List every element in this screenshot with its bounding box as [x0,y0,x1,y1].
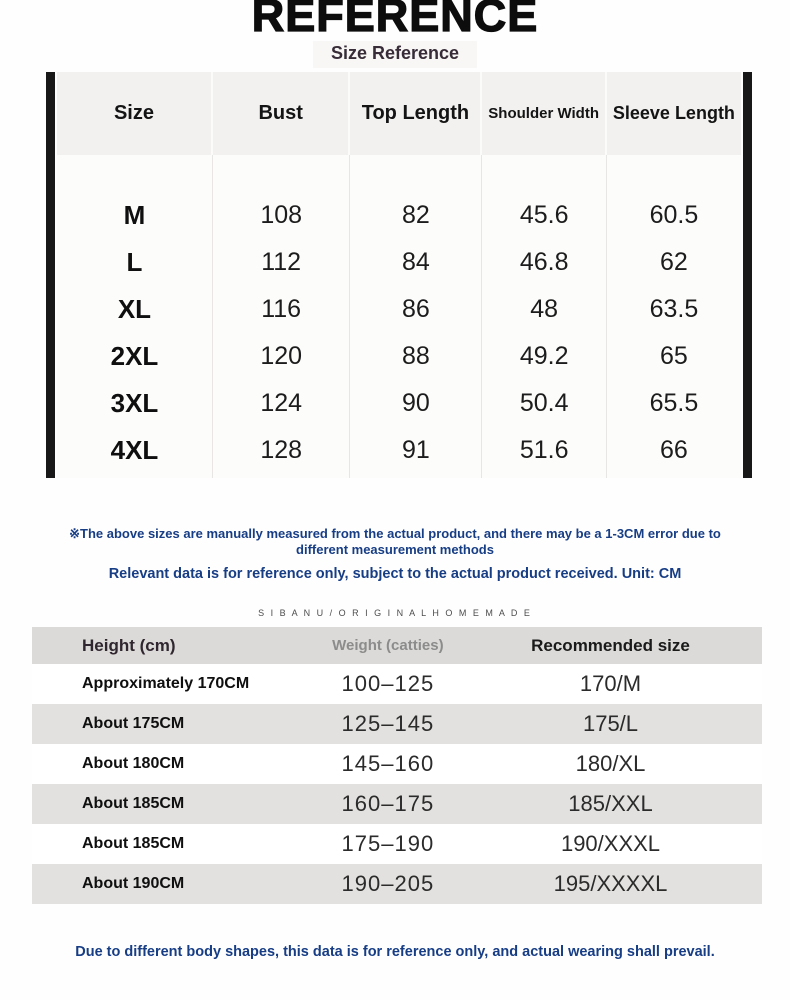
shoulder-width-value: 51.6 [519,436,569,465]
fit-table-row [32,704,762,744]
size-table-header-top-length: Top Length [350,72,482,155]
fit-table-row [32,864,762,904]
fit-height-value: About 190CM [82,875,185,893]
sleeve-length-value: 60.5 [649,201,699,230]
fit-table-row [32,784,762,824]
top-length-value: 88 [402,342,430,371]
top-length-value: 86 [402,295,430,324]
size-table-header-shoulder-width: Shoulder Width [482,72,606,155]
bust-value: 108 [260,201,303,230]
fit-table-row [32,824,762,864]
size-label: M [123,200,146,231]
size-column [57,155,213,478]
top-length-value: 84 [402,248,430,277]
fit-weight-value: 190–205 [341,871,435,897]
fit-weight-value: 125–145 [341,711,435,737]
right-black-bar [743,72,752,478]
sleeve-length-value: 62 [660,248,688,277]
top-length-column [350,155,482,478]
fit-table-row [32,664,762,704]
fit-height-value: Approximately 170CM [82,675,250,693]
fit-height-value: About 180CM [82,755,185,773]
size-label: 2XL [110,341,159,372]
fit-size-value: 190/XXXL [560,831,661,857]
size-table-header-size: Size [57,72,213,155]
shoulder-width-value: 48 [530,295,559,324]
bust-value: 120 [260,342,303,371]
shoulder-width-value: 45.6 [519,201,569,230]
fit-table-row [32,744,762,784]
bust-value: 112 [261,248,302,277]
top-length-value: 90 [402,389,430,418]
brand-line: S I B A N U / O R I G I N A L H O M E M A D E [258,608,532,619]
size-table-body [57,155,741,478]
bottom-note: Due to different body shapes, this data is for reference only, and actual wearing shall prevail. [75,944,715,961]
sleeve-length-value: 65.5 [649,389,699,418]
fit-weight-value: 145–160 [341,751,435,777]
shoulder-width-column [482,155,606,478]
size-table-header [57,72,741,155]
fit-weight-value: 175–190 [341,831,435,857]
reference-note: Relevant data is for reference only, subject to the actual product received. Unit: CM [108,566,682,583]
size-table-header-sleeve-length: Sleeve Length [612,103,735,124]
fit-height-value: About 185CM [82,795,185,813]
top-length-value: 82 [402,201,430,230]
fit-table-header [32,627,762,664]
fit-height-value: About 175CM [82,715,185,733]
fit-table-header-weight: Weight (catties) [332,637,444,655]
fit-size-value: 175/L [582,711,639,737]
fit-weight-value: 100–125 [341,671,435,697]
left-black-bar [46,72,55,478]
sleeve-length-column [607,155,741,478]
size-label: L [126,247,143,278]
size-table [46,72,752,478]
shoulder-width-value: 49.2 [519,342,569,371]
measurement-note: ※The above sizes are manually measured from the actual product, and there may be a 1-3CM error due to different measurement methods [69,526,721,557]
shoulder-width-value: 50.4 [519,389,569,418]
size-label: XL [117,294,152,325]
fit-table [32,627,762,904]
fit-height-value: About 185CM [82,835,185,853]
size-table-header-bust: Bust [213,72,350,155]
fit-table-header-height: Height (cm) [82,635,176,655]
bust-value: 128 [260,436,303,465]
sleeve-length-value: 65 [660,342,688,371]
fit-size-value: 185/XXL [568,791,653,817]
size-label: 4XL [110,435,159,466]
shoulder-width-value: 46.8 [519,248,569,277]
fit-weight-value: 160–175 [341,791,435,817]
subtitle-wrap [0,41,790,68]
notes-section [0,526,790,582]
page-title: REFERENCE [251,0,539,41]
section-subtitle: Size Reference [313,41,477,68]
fit-table-header-recommended: Recommended size [531,635,690,655]
sleeve-length-value: 66 [660,436,688,465]
bust-column [213,155,350,478]
top-length-value: 91 [402,436,430,465]
bust-value: 116 [261,295,302,324]
size-label: 3XL [110,388,159,419]
fit-size-value: 195/XXXXL [553,871,668,897]
bust-value: 124 [260,389,303,418]
sleeve-length-value: 63.5 [649,295,699,324]
fit-size-value: 180/XL [575,751,646,777]
fit-size-value: 170/M [579,671,642,697]
